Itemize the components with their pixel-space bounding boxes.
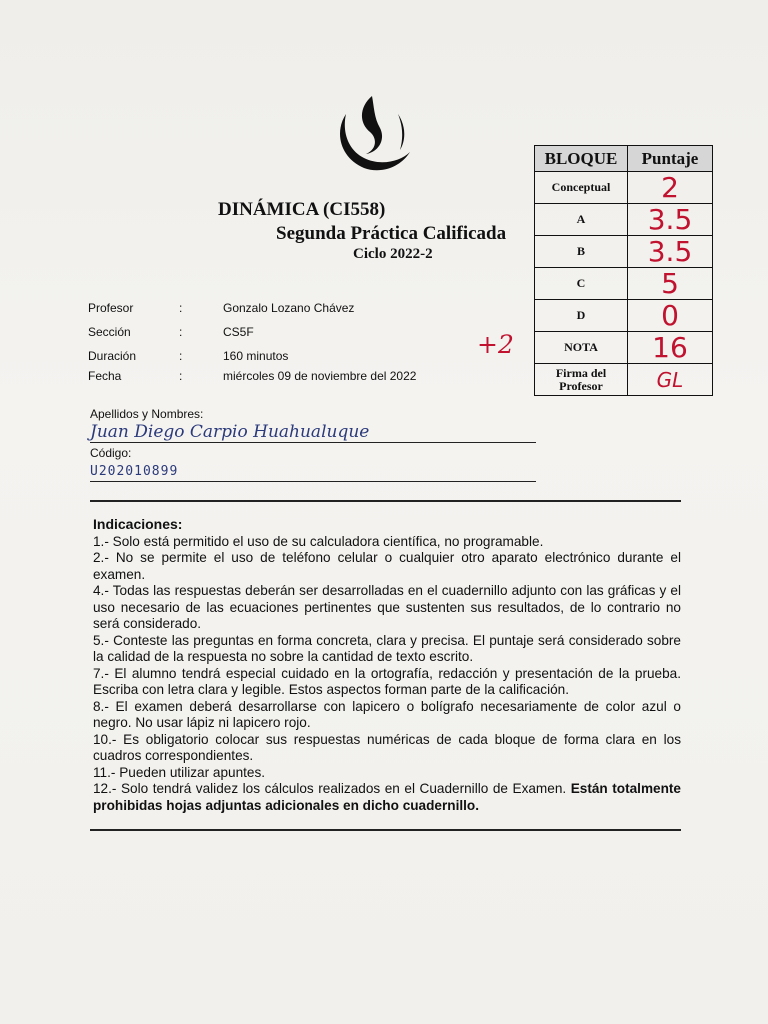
grades-row [535, 268, 713, 300]
instruction-item: 11.- Pueden utilizar apuntes. [93, 764, 266, 780]
grades-row [535, 300, 713, 332]
grades-row [535, 172, 713, 204]
instruction-item: 7.- El alumno tendrá especial cuidado en la ortografía, redacción y presentación de la prueba. Escriba con letra clara y legible. Estos aspectos forman parte de la calificación. [93, 665, 681, 697]
names-value: Juan Diego Carpio Huahualuque [90, 422, 370, 442]
instruction-item-last: 12.- Solo tendrá validez los cálculos realizados en el Cuadernillo de Examen. Están totalmente prohibidas hojas adjuntas adicionales en dicho cuadernillo. [93, 781, 681, 813]
info-label: Duración [88, 349, 137, 363]
grades-score: 3.5 [628, 236, 713, 268]
upc-logo-icon [330, 92, 414, 172]
grades-score: 0 [628, 300, 713, 332]
info-value: Gonzalo Lozano Chávez [223, 301, 355, 315]
handwritten-bonus: +2 [477, 330, 514, 359]
grades-header-block: BLOQUE [535, 146, 628, 172]
grades-score: 5 [628, 268, 713, 300]
exam-cover-page: DINÁMICA (CI558) Segunda Práctica Calificada Ciclo 2022-2 Profesor : Gonzalo Lozano Chávez Sección : CS5F Duración : 160 minutos Fecha : miércoles 09 de noviembre del 2022 +2 BLOQUE Puntaje Conceptual 2 A 3.5 B 3.5 C 5 D 0 NOTA 16 Firma del Profesor GL Apellidos y Nombres: Juan Diego Carpio Huahualuque Código: U202010899 Indicaciones: 1.- Solo está permitido el uso de su calculadora científica, no programable. 2.- No se permite el uso de teléfono celular o cualquier otro aparato electrónico durante el examen. 4.- Todas las respuestas deberán ser desarrolladas en el cuadernillo adjunto con las gráficas y el uso necesario de las ecuaciones pertinentes que sustenten sus resultados, de lo contrario no será considerado. 5.- Conteste las preguntas en forma concreta, clara y precisa. El puntaje será considerado sobre la calidad de la respuesta no sobre la cantidad de texto escrito. 7.- El alumno tendrá especial cuidado en la ortografía, redacción y presentación de la prueba. Escriba con letra clara y legible. Estos aspectos forman parte de la calificación. 8.- El examen deberá desarrollarse con lapicero o bolígrafo necesariamente de color azul o negro. No usar lápiz ni lapicero rojo. 10.- Es obligatorio colocar sus respuestas numéricas de cada bloque de forma clara en los cuadros correspondientes. 11.- Pueden utilizar apuntes. 12.- Solo tendrá validez los cálculos realizados en el Cuadernillo de Examen. Están totalmente prohibidas hojas adjuntas adicionales en dicho cuadernillo. [0, 0, 768, 1024]
exam-title: Segunda Práctica Calificada [276, 223, 507, 244]
grades-signature-label: Firma del Profesor [535, 364, 628, 396]
grades-score: 3.5 [628, 204, 713, 236]
grades-block: C [535, 268, 628, 300]
info-label: Profesor [88, 301, 134, 315]
instruction-item: 1.- Solo está permitido el uso de su calculadora científica, no programable. [93, 533, 544, 549]
grades-block: Conceptual [535, 172, 628, 204]
instruction-item: 10.- Es obligatorio colocar sus respuestas numéricas de cada bloque de forma clara en los cuadros correspondientes. [93, 731, 681, 763]
instruction-item: 4.- Todas las respuestas deberán ser desarrolladas en el cuadernillo adjunto con las gráficas y el uso necesario de las ecuaciones pertinentes que sustenten sus resultados, de lo contrario no será considerado. [93, 583, 681, 631]
grades-score: 16 [628, 332, 713, 364]
divider [90, 829, 681, 831]
grades-block: NOTA [535, 332, 628, 364]
info-label: Sección [88, 325, 131, 339]
info-value: 160 minutos [223, 349, 289, 363]
professor-signature: GL [628, 364, 713, 396]
cycle-label: Ciclo 2022-2 [353, 246, 433, 262]
code-value: U202010899 [90, 464, 179, 479]
grades-row [535, 236, 713, 268]
grades-block: B [535, 236, 628, 268]
grades-row [535, 204, 713, 236]
instruction-item: 2.- No se permite el uso de teléfono celular o cualquier otro aparato electrónico durante el examen. [93, 550, 681, 582]
grades-header-score: Puntaje [628, 146, 713, 172]
course-title: DINÁMICA (CI558) [218, 199, 386, 220]
grades-block: A [535, 204, 628, 236]
info-value: miércoles 09 de noviembre del 2022 [223, 369, 417, 383]
divider [90, 500, 681, 502]
grades-row-signature [535, 364, 713, 396]
grades-table [534, 145, 713, 396]
code-underline [90, 481, 536, 482]
grades-block: D [535, 300, 628, 332]
instructions-title: Indicaciones: [93, 516, 183, 532]
names-underline [90, 442, 536, 443]
instruction-item: 8.- El examen deberá desarrollarse con lapicero o bolígrafo necesariamente de color azul o negro. No usar lápiz ni lapicero rojo. [93, 698, 681, 730]
grades-score: 2 [628, 172, 713, 204]
info-label: Fecha [88, 369, 122, 383]
grades-row [535, 332, 713, 364]
code-label: Código: [90, 446, 132, 460]
names-label: Apellidos y Nombres: [90, 407, 204, 421]
instructions [93, 516, 681, 814]
instruction-item: 5.- Conteste las preguntas en forma concreta, clara y precisa. El puntaje será considerado sobre la calidad de la respuesta no sobre la cantidad de texto escrito. [93, 632, 681, 664]
info-value: CS5F [223, 325, 254, 339]
